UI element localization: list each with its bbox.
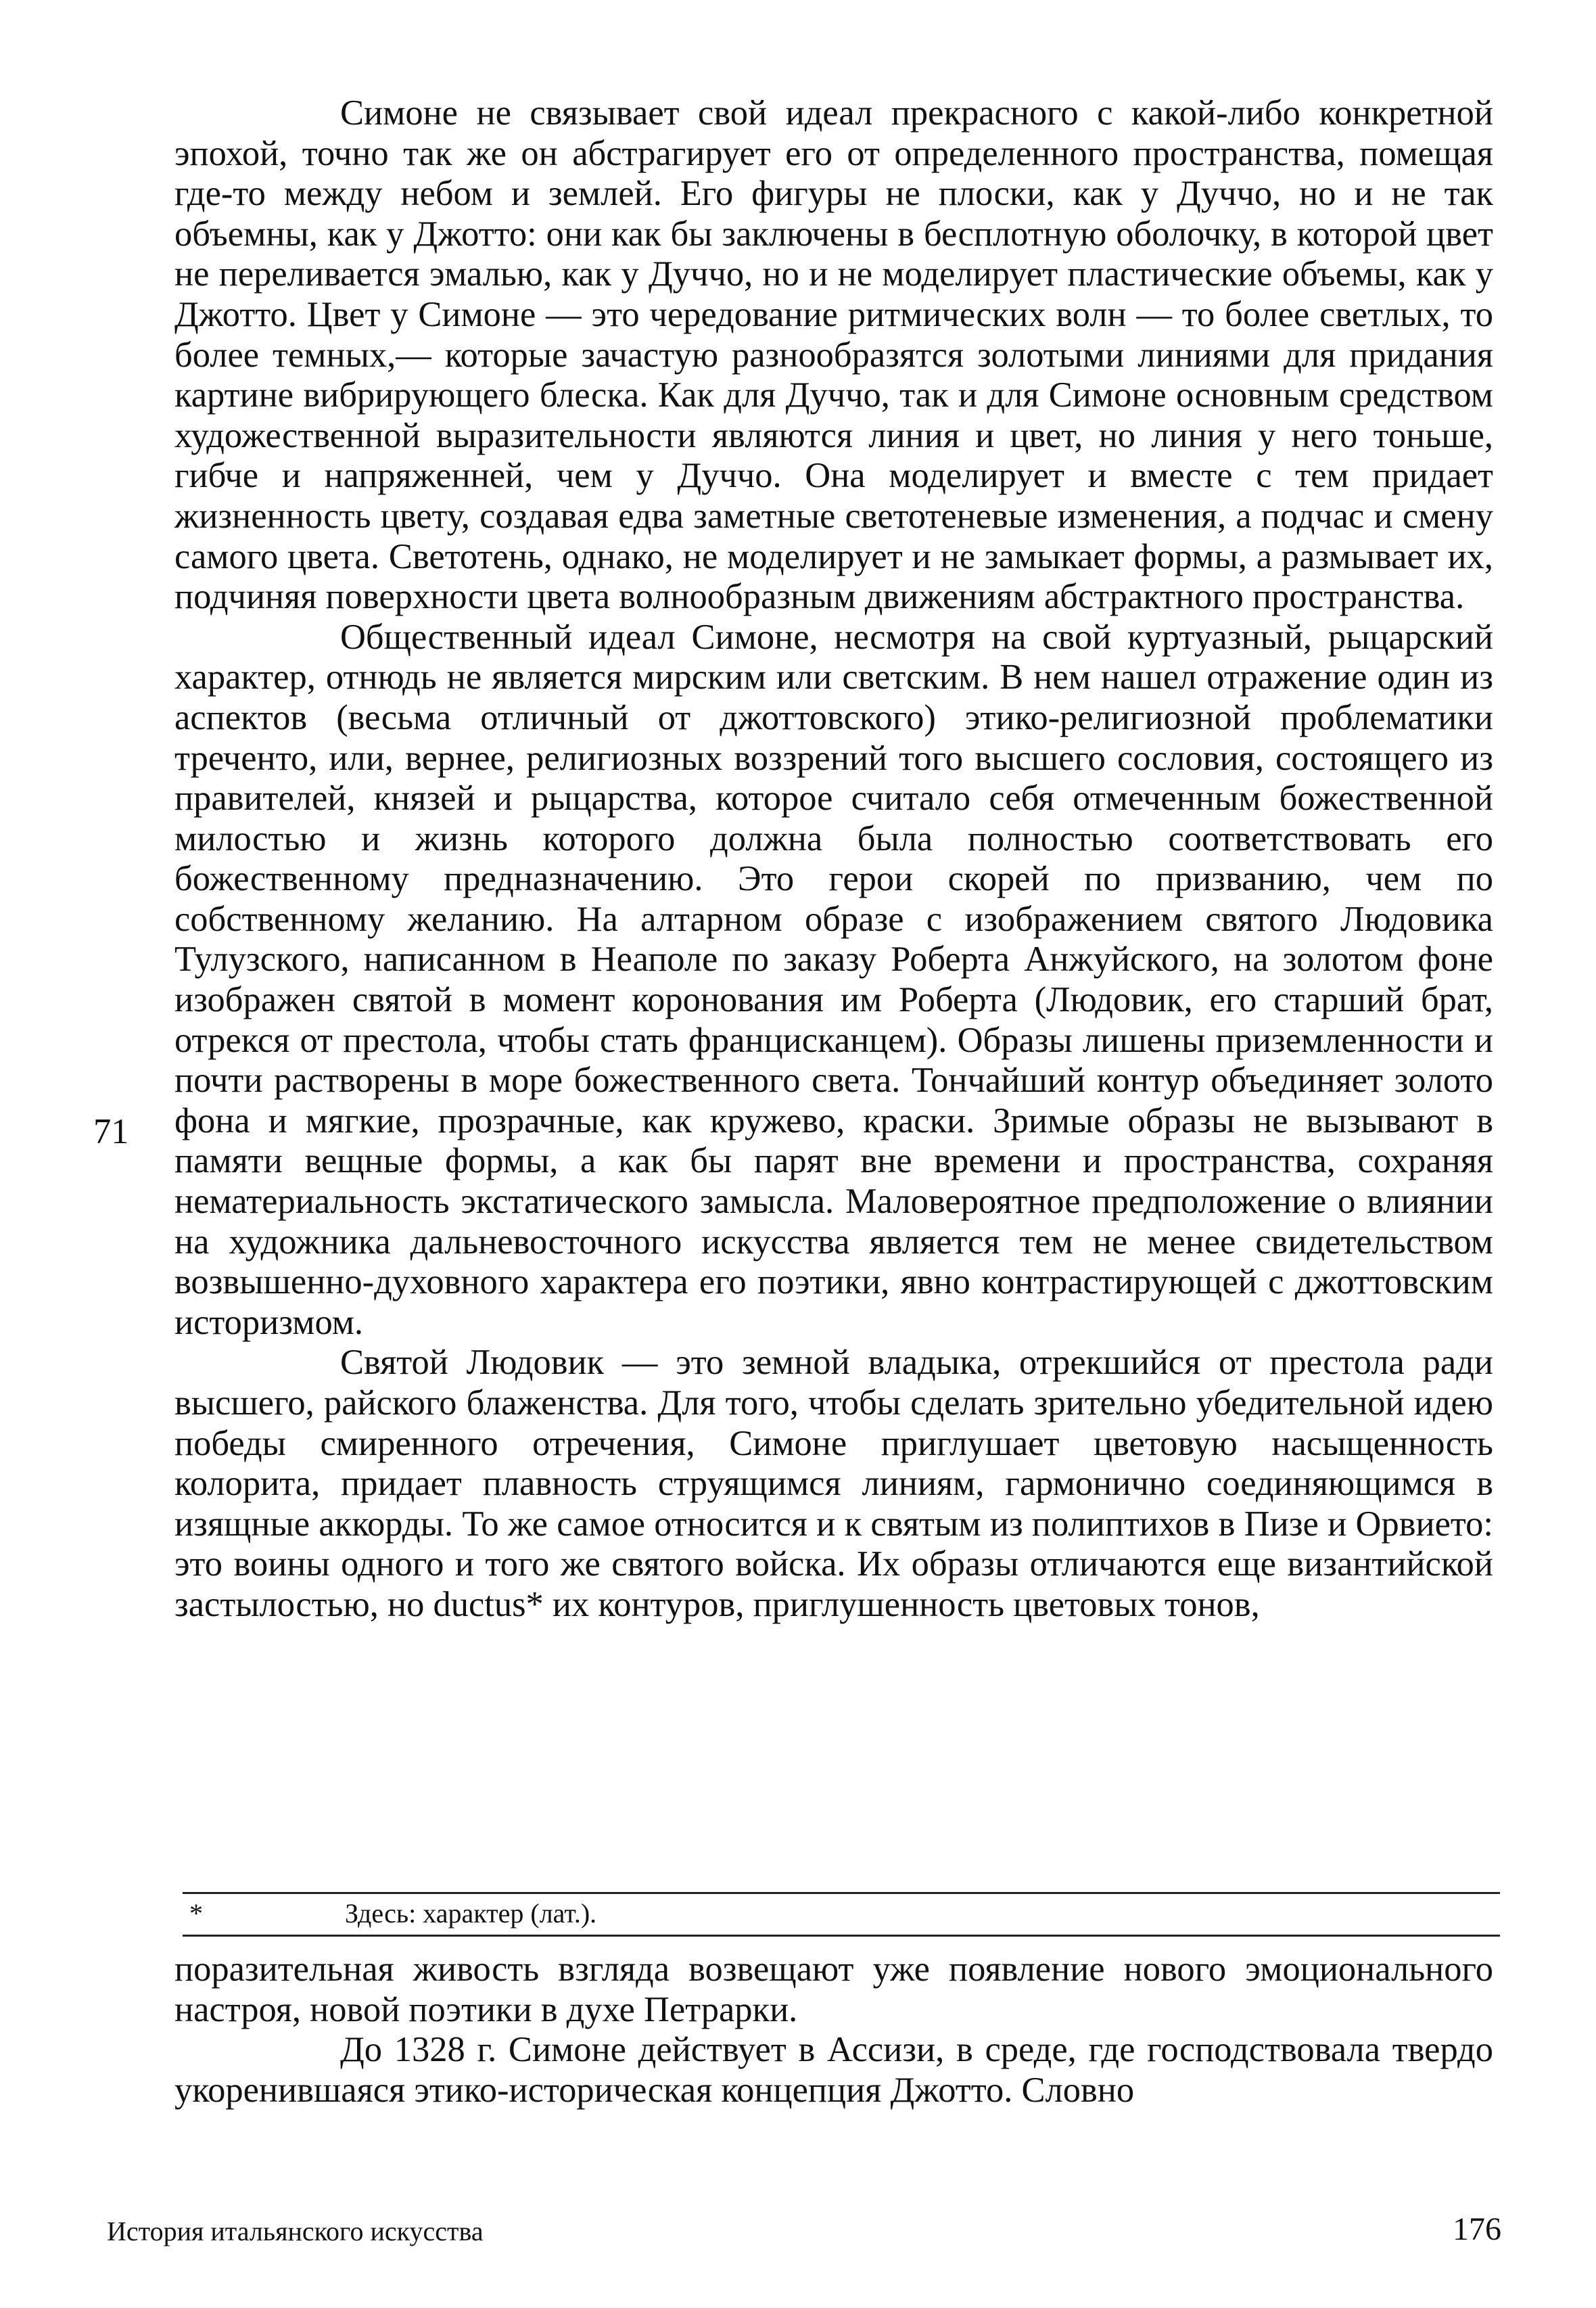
main-text <box>174 93 1493 1625</box>
footnote-rule <box>183 1892 1500 1894</box>
paragraph: Общественный идеал Симоне, несмотря на свой куртуазный, рыцарский характер, отнюдь не является мирским или светским. В нем нашел отражение один из аспектов (весьма отличный от джоттовского) этико-религиозной проблематики треченто, или, вернее, религиозных воззрений того высшего сословия, состоящего из правителей, князей и рыцарства, которое считало себя отмеченным божественной милостью и жизнь которого должна была полностью соответствовать его божественному предназначению. Это герои скорей по призванию, чем по собственному желанию. На алтарном образе с изображением святого Людовика Тулузского, написанном в Неаполе по заказу Роберта Анжуйского, на золотом фоне изображен святой в момент коронования им Роберта (Людовик, его старший брат, отрекся от престола, чтобы стать францисканцем). Образы лишены приземленности и почти растворены в море божественного света. Тончайший контур объединяет золото фона и мягкие, прозрачные, как кружево, краски. Зримые образы не вызывают в памяти вещные формы, а как бы парят вне времени и пространства, сохраняя нематериальность экстатического замысла. Маловероятное предположение о влиянии на художника дальневосточного искусства является тем не менее свидетельством возвышенно-духовного характера его поэтики, явно контрастирующей с джоттовским историзмом. <box>174 617 1493 1342</box>
page-number: 176 <box>1453 2211 1501 2247</box>
paragraph: До 1328 г. Симоне действует в Ассизи, в среде, где господствовала твердо укоренившаяся этико-историческая концепция Джотто. Словно <box>174 2030 1493 2110</box>
footnote <box>183 1895 1500 1932</box>
footnote-mark: * <box>189 1898 203 1929</box>
margin-illustration-number: 71 <box>93 1112 129 1151</box>
footnote-text: Здесь: характер (лат.). <box>345 1898 597 1929</box>
continuation-text <box>174 1949 1493 2110</box>
footnote-rule <box>183 1935 1500 1937</box>
paragraph: Святой Людовик — это земной владыка, отрекшийся от престола ради высшего, райского блаженства. Для того, чтобы сделать зрительно убедительной идею победы смиренного отречения, Симоне приглушает цветовую насыщенность колорита, придает плавность струящимся линиям, гармонично соединяющимся в изящные аккорды. То же самое относится и к святым из полиптихов в Пизе и Орвието: это воины одного и того же святого войска. Их образы отличаются еще византийской застылостью, но ductus* их контуров, приглушенность цветовых тонов, <box>174 1343 1493 1624</box>
running-footer-title: История итальянского искусства <box>107 2216 484 2246</box>
paragraph: Симоне не связывает свой идеал прекрасного с какой-либо конкретной эпохой, точно так же он абстрагирует его от определенного пространства, помещая где-то между небом и землей. Его фигуры не плоски, как у Дуччо, но и не так объемны, как у Джотто: они как бы заключены в бесплотную оболочку, в которой цвет не переливается эмалью, как у Дуччо, но и не моделирует пластические объемы, как у Джотто. Цвет у Симоне — это чередование ритмических волн — то более светлых, то более темных,— которые зачастую разнообразятся золотыми линиями для придания картине вибрирующего блеска. Как для Дуччо, так и для Симоне основным средством художественной выразительности являются линия и цвет, но линия у него тоньше, гибче и напряженней, чем у Дуччо. Она моделирует и вместе с тем придает жизненность цвету, создавая едва заметные светотеневые изменения, а подчас и смену самого цвета. Светотень, однако, не моделирует и не замыкает формы, а размывает их, подчиняя поверхности цвета волнообразным движениям абстрактного пространства. <box>174 93 1493 617</box>
paragraph: поразительная живость взгляда возвещают уже появление нового эмоционального настроя, новой поэтики в духе Петрарки. <box>174 1949 1493 2029</box>
